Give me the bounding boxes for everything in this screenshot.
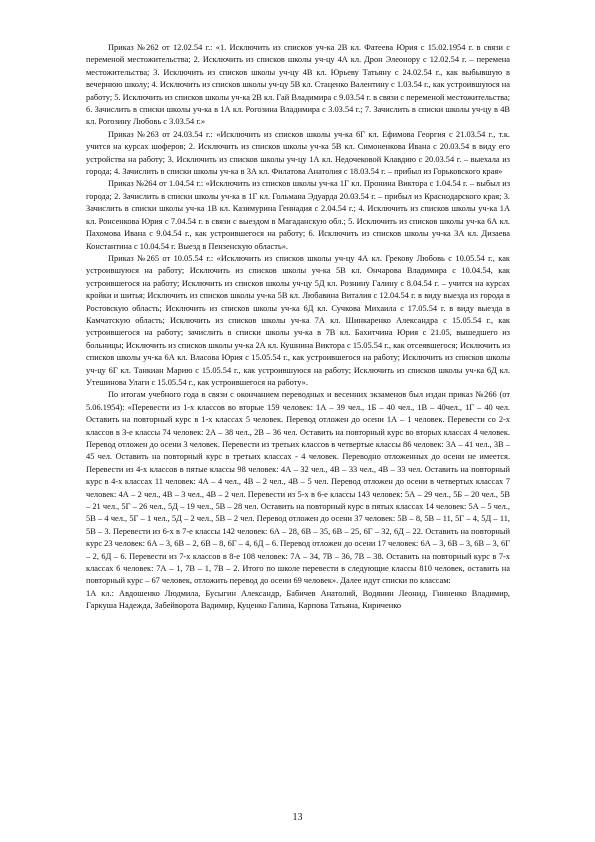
class-list-label: 1А кл.: xyxy=(86,588,114,598)
class-list-paragraph xyxy=(86,588,510,613)
page-number: 13 xyxy=(292,812,303,823)
document-body xyxy=(86,42,510,800)
paragraph-order-262: Приказ №262 от 12.02.54 г.: «1. Исключить из списков уч-ка 2В кл. Фатеева Юрия с 15.02.1954 г. в связи с переменой местожительства; 2. Исключить из списков школы уч-цу 4А кл. Дрон Элеонору с 12.02.54 г. – перемена местожительства; 3. Исключить из списков школы уч-цу 4В кл. Юрьеву Татьяну с 24.02.54 г., как выбывшую в вечернюю школу; 4. Исключить из списков школы уч-цу 5В кл. Стаценко Валентину с 1.03.54 г., как устроившуюся на работу; 5. Исключить из списков школы уч-ка 2В кл. Гай Владимира с 9.03.54 г. в связи с переменой местожительства; 6. Зачислить в списки школы уч-ка в 1А кл. Рогозина Владимира с 3.03.54 г.; 7. Зачислить в списки школы уч-цу в 4В кл. Рогозину Любовь с 3.03.54 г.» xyxy=(86,43,510,127)
paragraph-order-266: По итогам учебного года в связи с окончанием переводных и весенних экзаменов был издан приказ №266 (от 5.06.1954): «Перевести из 1-х классов во вторые 159 человек: 1А – 39 чел., 1Б – 40 чел., 1В – 40чел., 1Г – 40 чел. Оставить на повторный курс в 1-х классах 5 человек. Перевод отложен до осени 1А – 1 человек. Перевести со 2-х классов в 3-е классы 74 человек: 2А – 38 чел., 2В – 36 чел. Оставить на повторный курс во вторых классах 4 человек. Перевод отложен до осени 3 человек. Перевести из третьих классов в четвертые классы 86 человек: 3А – 41 чел., 3В – 45 чел. Оставить на повторный курс в третьих классах - 4 человек. Переводно отложенных до осени не имеется. Перевести из 4-х классов в пятые классы 98 человек: 4А – 32 чел., 4В – 33 чел., 4В – 33 чел. Оставить на повторный курс в 4-х классах 11 человек: 4А – 4 чел., 4В – 2 чел., 4В – 5 чел. Перевод отложен до осени в четвертых классах 7 человек: 4А – 2 чел., 4В – 3 чел., 4В – 2 чел. Перевести из 5-х в 6-е классы 143 человек: 5А – 29 чел., 5Б – 20 чел., 5В – 21 чел., 5Г – 26 чел., 5Д – 19 чел., 5В – 28 чел. Оставить на повторный курс в пятых классах 14 человек: 5А – 5 чел., 5В – 4 чел., 5Г – 1 чел., 5Д – 2 чел., 5В – 2 чел. Перевод отложен до осени 37 человек: 5В – 8, 5В – 11, 5Г – 4, 5Д – 11, 5В – 3. Перевести из 6-х в 7-е классы 142 человек: 6А – 28, 6В – 35, 6В – 25, 6Г – 32, 6Д – 22. Оставить на повторный курс 23 человек: 6А – 3, 6В – 2, 6В – 8, 6Г – 4, 6Д – 6. Перевод отложен до осени 17 человек: 6А – 3, 6В – 3, 6В – 3, 6Г – 2, 6Д – 6. Перевести из 7-х классов в 8-е 108 человек: 7А – 34, 7В – 36, 7В – 38. Оставить на повторный курс в 7-х классах 6 человек: 7А – 1, 7В – 1, 7В – 2. Итого по школе перевести в следующие классы 810 человек, оставить на повторный курс – 67 человек, отложить перевод до осени 69 человек». Далее идут списки по классам: xyxy=(86,390,510,586)
paragraph-order-264: Приказ №264 от 1.04.54 г.: «Исключить из списков школы уч-ка 1Г кл. Пронина Виктора с 1.04.54 г. – выбыл из города; 2. Зачислить в списки школы уч-ка в 1Г кл. Гольмана Эдуарда 20.03.54 г. – прибыл из Краснодарского края; 3. Зачислить в списки школы уч-ка 1В кл. Казимурина Геннадия с 2.04.54 г.; 4. Исключить из списков школы уч-ка 1А кл. Ронсенкова Юрия с 7.04.54 г. в связи с выездом в Магаданскую обл.; 5. Исключить из списков школы уч-ка 6А кл. Пахомова Ивана с 9.04.54 г., как устроившегося на работу; 6. Исключить из списков школы уч-ка 3А кл. Дизаева Константина с 10.04.54 г. Выезд в Пензенскую область». xyxy=(86,179,510,251)
class-list-names: Авдошенко Людмила, Бусыгин Александр, Бабичев Анатолий, Водянин Леонид, Гниненко Владимир, Гаркуша Надежда, Забейворота Вадимир, Куценко Галина, Карпова Татьяна, Кириченко xyxy=(86,588,510,611)
paragraph-order-263: Приказ №263 от 24.03.54 г.: «Исключить из списков школы уч-ка 6Г кл. Ефимова Георгия с 21.03.54 г., т.к. учится на курсах шоферов; 2. Исключить из списков школы уч-ка 5В кл. Симоненкова Ивана с 20.03.54 в виду его устройства на работу; 3. Исключить из списков школы уч-цу 1А кл. Недочековой Клавдию с 20.03.54 г. – выехала из города; 4. Зачислить в списки школы уч-ка в 3А кл. Филатова Анатолия с 18.03.54 г. – прибыл из Горьковского края» xyxy=(86,129,510,177)
paragraph-order-265: Приказ №265 от 10.05.54 г.: «Исключить из списков школы уч-цу 4А кл. Грекову Любовь с 10.05.54 г., как устроившуюся на работу; Исключить из списков школы уч-ка 5В кл. Ончарова Владимира с 10.04.54, как устроившегося на работу; Исключить из списков школы уч-цу 5Д кл. Рознину Галину с 8.04.54 г. – учится на курсах кройки и шитья; Исключить из списков школы уч-ка 5В кл. Любавина Виталия с 12.04.54 г. в виду выезда из города в Ростовскую область; Исключить из списков школы уч-ка 6Д кл. Сучкова Михаила с 17.05.54 г. в виду выезда в Камчатскую область; Исключить из списков школы уч-ка 7А кл. Шинкаренко Александра с 15.05.54 г., как устроившегося на работу; зачислить в списки школы уч-ка в 7В кл. Бахитчина Юрия с 21.05, вышедшего из больницы; Исключить из списков школы уч-ка 2А кл. Кушнина Виктора с 15.05.54 г., как отсеявшегося; Исключить из списков школы уч-ка 6А кл. Власова Юрия с 15.05.54 г., как устроившегося на работу; Исключить из списков школы уч-цу 6Г кл. Танкиан Марию с 15.05.54 г., как устроившуюся на работу; Исключить из списков школы уч-ка 6Д кл. Утешинова Улаги с 15.05.54 г., как устроившегося на работу». xyxy=(86,253,510,387)
